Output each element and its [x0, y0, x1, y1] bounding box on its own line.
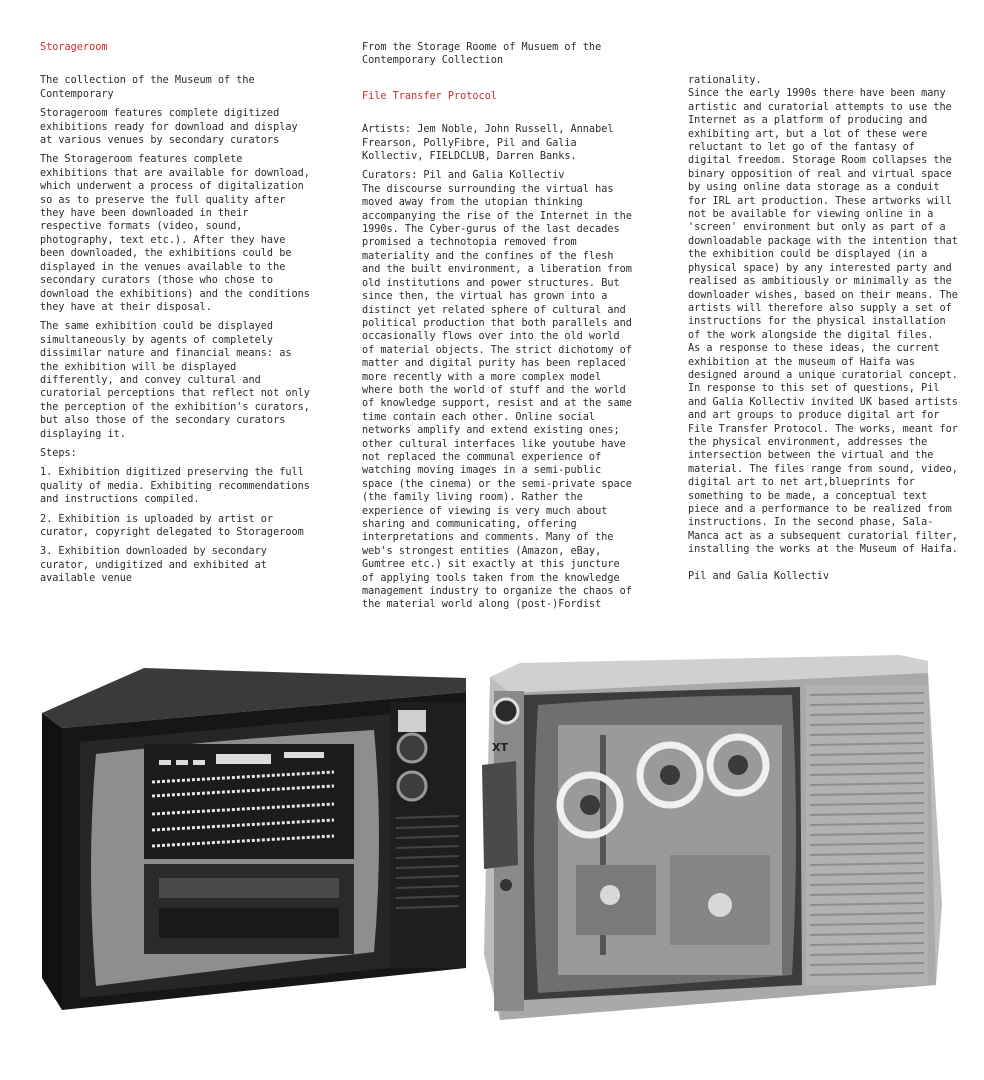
- column-storageroom: [40, 41, 315, 592]
- storageroom-subtitle: The collection of the Museum of the Contemporary: [40, 75, 255, 100]
- storageroom-heading: Storageroom: [40, 42, 108, 53]
- step-3: 3. Exhibition downloaded by secondary curator, undigitized and exhibited at available venue: [40, 546, 267, 585]
- steps-label: Steps:: [40, 447, 77, 459]
- tv-badge: XT: [492, 741, 508, 754]
- ftp-body: The discourse surrounding the virtual has moved away from the utopian thinking accompanying the rise of the Internet in the 1990s. The Cyber-gurus of the last decades promised a technotopia removed from materiality and the confines of the flesh and the built environment, a liberation from old institutions and power structures. But since then, the virtual has grown into a distinct yet related sphere of cultural and political production that both parallels and occasionally flows over into the old world of material objects. The strict dichotomy of matter and digital purity has been replaced more recently with a more complex model where both the world of stuff and the world of knowledge support, resist and at the same time contain each other. Online social networks amplify and extend existing ones; other cultural interfaces like youtube have not replaced the communal experience of watching moving images in a semi-public space (the cinema) or the semi-private space (the family living room). Rather the experience of viewing is very much about sharing and communicating, offering interpretations and comments. Many of the web's strongest entities (Amazon, eBay, Gumtree etc.) sit exactly at this juncture of applying tools taken from the knowledge management industry to organize the chaos of the material world along (post-)Fordist: [362, 183, 632, 611]
- tv-tape-reels-image: [480, 655, 946, 1025]
- storageroom-paragraph-3: The same exhibition could be displayed simultaneously by agents of completely dissimilar nature and financial means: as the exhibition will be displayed differently, and convey cultural and curatorial perceptions that reflect not only the perception of the exhibition's curators, but also those of the secondary curators displaying it.: [40, 321, 310, 440]
- storageroom-paragraph-1: Storageroom features complete digitized exhibitions ready for download and display at various venues by secondary curators: [40, 108, 298, 147]
- step-2: 2. Exhibition is uploaded by artist or curator, copyright delegated to Storageroom: [40, 513, 304, 538]
- artists-list: Artists: Jem Noble, John Russell, Annabel Frearson, PollyFibre, Pil and Galia Kollectiv, FIELDCLUB, Darren Banks.: [362, 124, 614, 163]
- column-file-transfer-protocol: [362, 41, 634, 612]
- column-essay-continued: [688, 74, 960, 589]
- essay-paragraph-internet: Since the early 1990s there have been many artistic and curatorial attempts to use the Internet as a platform of producing and exhibiting art, but a lot of these were reluctant to let go of the fantasy of digital freedom. Storage Room collapses the binary opposition of real and virtual space by using online data storage as a conduit for IRL art production. These artworks will not be available for viewing online in a 'screen' environment but only as part of a downloadable package with the intention that the exhibition could be displayed (in a physical space) by any interested party and realised as ambitiously or minimally as the downloader wishes, based on their means. The artists will therefore also supply a set of instructions for the physical installation of the work alongside the digital files.: [688, 88, 958, 341]
- ftp-heading: File Transfer Protocol: [362, 90, 497, 102]
- storageroom-paragraph-2: The Storageroom features complete exhibitions that are available for download, which underwent a process of digitalization so as to preserve the full quality after they have been downloaded in their respective formats (video, sound, photography, text etc.). After they have been downloaded, the exhibitions could be displayed in the venues available to the secondary curators (those who chose to download the exhibitions) and the conditions they have at their disposal.: [40, 154, 310, 313]
- step-1: 1. Exhibition digitized preserving the full quality of media. Exhibiting recommendations and instructions compiled.: [40, 467, 310, 506]
- essay-paragraph-haifa: As a response to these ideas, the current exhibition at the museum of Haifa was designed around a unique curatorial concept. In response to this set of questions, Pil and Galia Kollectiv invited UK based artists and art groups to produce digital art for File Transfer Protocol. The works, meant for the physical environment, addresses the intersection between the virtual and the material. The files range from sound, video, digital art to net art,blueprints for something to be made, a conceptual text piece and a performance to be realized from instructions. In the second phase, Sala-Manca act as a subsequent curatorial filter, installing the works at the Museum of Haifa.: [688, 343, 958, 556]
- essay-signature: Pil and Galia Kollectiv: [688, 570, 830, 582]
- essay-continuation: rationality.: [688, 75, 762, 86]
- storage-roome-intro: From the Storage Roome of Musuem of the Contemporary Collection: [362, 42, 602, 67]
- curators-line: Curators: Pil and Galia Kollectiv: [362, 170, 565, 182]
- tv-computer-panel-image: [34, 668, 472, 1013]
